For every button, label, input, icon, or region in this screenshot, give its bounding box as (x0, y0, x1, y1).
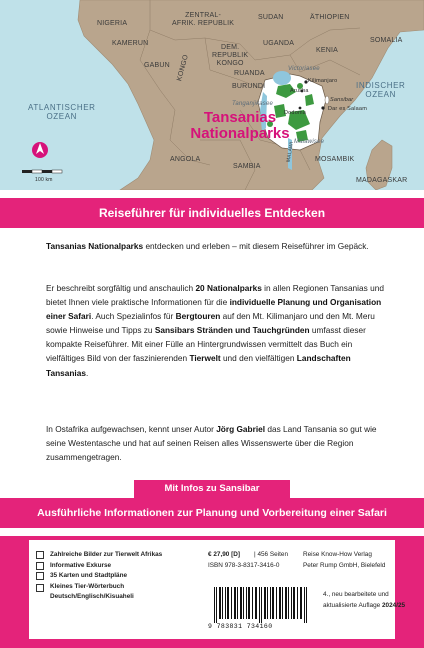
feature-item (36, 550, 162, 561)
map-label-dodoma: Dodoma (284, 110, 306, 116)
north-arrow-icon (32, 142, 48, 158)
edition-line2 (323, 601, 405, 612)
checkbox-icon (36, 562, 44, 570)
intro-bold-2d: Sansibars Stränden und Tauchgründen (154, 325, 310, 336)
intro-bold-2e: Tierwelt (189, 353, 221, 364)
map-label-gabun: GABUN (144, 62, 170, 69)
zanzibar-island (325, 96, 329, 104)
intro-bold-2a: 20 Nationalparks (195, 283, 262, 293)
intro-text-2a: Er beschreibt sorgfältig und anschaulich (46, 283, 196, 293)
edition-year: 2024/25 (381, 602, 406, 609)
map-label-madagaskar: MADAGASKAR (356, 177, 408, 184)
feature-item (36, 582, 162, 603)
map-label-malawi: MALAWI (285, 141, 296, 163)
checkbox-icon (36, 584, 44, 592)
map-label-kenia: KENIA (316, 47, 339, 54)
feature-label: Informative Exkurse (50, 561, 112, 569)
map-label-victoriasee: Victoriasee (288, 66, 320, 72)
intro-paragraph-2 (46, 281, 386, 380)
map-label-car: ZENTRAL- AFRIK. REPUBLIK (172, 12, 235, 27)
feature-list (36, 550, 162, 603)
map-label-angola: ANGOLA (170, 156, 201, 163)
top-banner-title: Reiseführer für individuelles Entdecken (98, 206, 326, 220)
map-label-tanganjikasee: Tanganjikasee (232, 101, 274, 107)
map-label-burundi: BURUNDI (232, 83, 266, 90)
map-title-line1: Tansanias (203, 109, 277, 126)
feature-label: Zahlreiche Bilder zur Tierwelt Afrikas (50, 551, 163, 558)
intro-bold-3a: Jörg Gabriel (216, 424, 266, 434)
map-label-indian-ocean: INDISCHER OZEAN (356, 81, 406, 99)
map-label-ruanda: RUANDA (234, 70, 265, 77)
intro-text-3b: das Land Tansania so gut wie seine Westentasche und hat auf seinen Reisen alles Wissenswerte über die Region zusammengetragen. (46, 424, 377, 463)
map-label-atlantic-ocean: ATLANTISCHER OZEAN (28, 103, 96, 121)
edition-line1: 4., neu bearbeitete und (323, 591, 389, 598)
feature-label: 35 Karten und Stadtpläne (50, 572, 128, 580)
intro-paragraph-3 (46, 422, 386, 464)
map-title (190, 110, 290, 142)
intro-bold-2f: Landschaften Tansanias (46, 353, 351, 378)
scale-bar (22, 170, 62, 173)
publisher-line2: Peter Rump GmbH, Bielefeld (303, 562, 386, 569)
edition-text: aktualisierte Auflage (323, 602, 382, 609)
feature-item (36, 561, 162, 572)
map-label-somalia: SOMALIA (370, 37, 403, 44)
sansibar-tag-label: Mit Infos zu Sansibar (164, 483, 260, 494)
intro-text-2g: . (85, 367, 89, 378)
checkbox-icon (36, 572, 44, 580)
intro-text-2c: . Auch Spezialinfos für (91, 311, 176, 322)
map-label-drc: DEM. REPUBLIK KONGO (212, 44, 249, 67)
intro-text-2b: in allen Regionen Tansanias und bietet Ihnen viele praktische Informationen für die (46, 283, 384, 308)
map-label-ethiopia: ÄTHIOPIEN (310, 14, 350, 21)
publisher-line1: Reise Know-How Verlag (303, 551, 372, 558)
intro-text-2f: und den vielfältigen (220, 353, 297, 364)
isbn: ISBN 978-3-8317-3416-0 (208, 562, 280, 569)
intro-text-1: entdecken und erleben – mit diesem Reiseführer im Gepäck. (143, 241, 369, 251)
map-label-kongo: KONGO (176, 53, 190, 82)
checkbox-icon (36, 551, 44, 559)
map-label-sambia: SAMBIA (233, 163, 261, 170)
price (208, 550, 240, 561)
map-label-kilimanjaro: Kilimanjaro (308, 78, 338, 84)
scale-label: 100 km (35, 177, 53, 183)
map-label-arusha: Arusha (290, 88, 309, 94)
map-label-mosambik: MOSAMBIK (315, 156, 355, 163)
intro-text-2d: auf den Mt. Kilimanjaro und den Mt. Meru sowie Hinweise und Tipps zu (46, 311, 375, 336)
intro-bold-2c: Bergtouren (175, 311, 221, 322)
map-title-line2: Nationalparks (190, 125, 290, 142)
map-label-kamerun: KAMERUN (112, 40, 149, 47)
price-value: € 27,90 [D] (208, 551, 240, 558)
map-label-malawisee: Malawisee (294, 139, 325, 145)
intro-text-3a: In Ostafrika aufgewachsen, kennt unser Autor (46, 424, 217, 434)
map-label-nigeria: NIGERIA (97, 20, 128, 27)
feature-item (36, 571, 162, 582)
intro-bold-2b: individuelle Planung und Organisation einer Safari (46, 297, 382, 322)
page-count-value: 456 Seiten (257, 551, 288, 558)
lake-victoria (273, 71, 291, 85)
intro-paragraph-1 (46, 239, 386, 253)
page-count: | 456 Seiten (254, 551, 288, 558)
map-label-sansibar: Sansibar (330, 97, 354, 103)
bottom-banner-title: Ausführliche Informationen zur Planung und Vorbereitung einer Safari (37, 507, 387, 519)
intro-text-2e: umfasst dieser kompakte Reiseführer. Mit einer Fülle an Hintergrundwissen vermittelt das Buch ein vielfältiges Bild von der faszinierenden (46, 325, 366, 364)
map-label-uganda: UGANDA (263, 40, 295, 47)
map-label-sudan: SUDAN (258, 14, 284, 21)
intro-bold-1: Tansanias Nationalparks (46, 241, 144, 251)
barcode-number: 9 783831 734160 (208, 623, 273, 630)
map-label-dar-es-salaam: Dar es Salaam (328, 106, 367, 112)
feature-label: Kleines Tier-Wörterbuch Deutsch/Englisch/Kisuaheli (50, 582, 134, 601)
